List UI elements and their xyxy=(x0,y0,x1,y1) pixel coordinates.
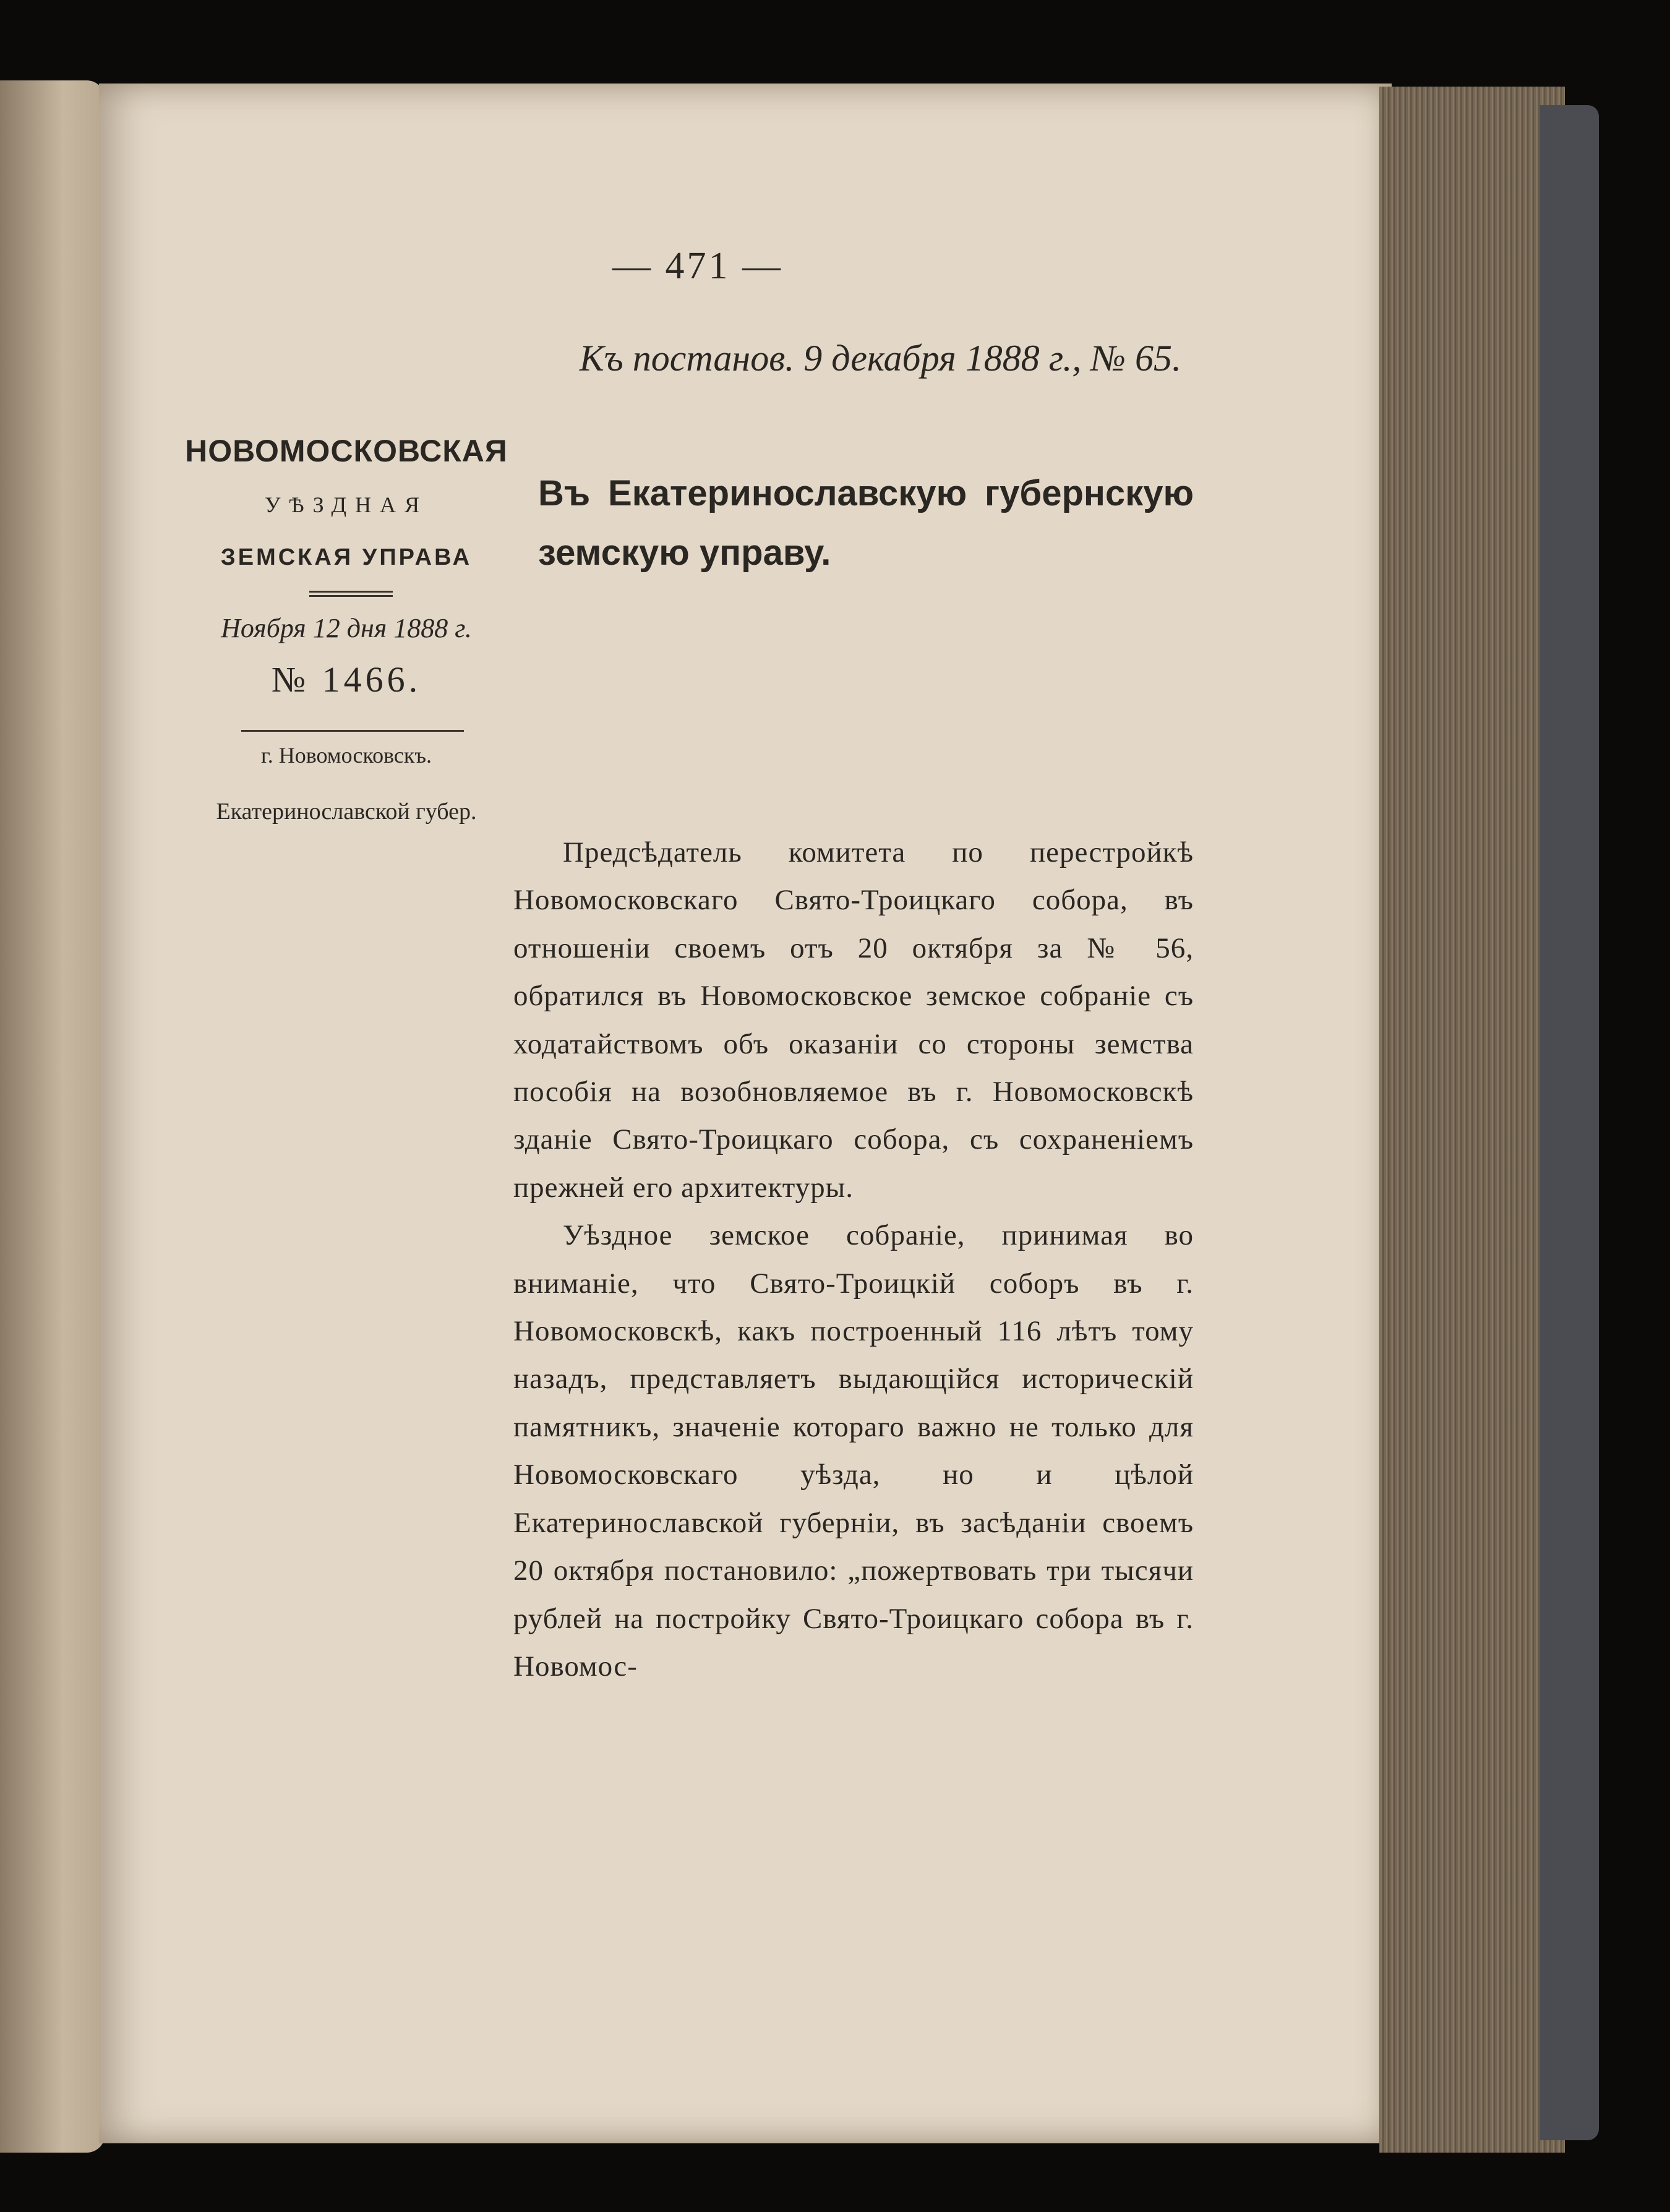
divider xyxy=(241,730,464,732)
letter-number: № 1466. xyxy=(271,659,422,700)
letter-date: Ноября 12 дня 1888 г. xyxy=(221,613,472,643)
sender-org-type: УѢЗДНАЯ xyxy=(264,492,429,517)
resolution-reference: Къ постанов. 9 декабря 1888 г., № 65. xyxy=(579,338,1181,379)
letter-body xyxy=(513,829,1194,1691)
sender-province: Екатеринославской губер. xyxy=(216,799,477,825)
book-cover xyxy=(1540,105,1599,2140)
sender-org-name: НОВОМОСКОВСКАЯ xyxy=(185,434,508,468)
page-block-edges xyxy=(1379,87,1565,2153)
sender-city: г. Новомосковскъ. xyxy=(261,743,432,768)
body-paragraph: Уѣздное земское собраніе, принимая во вниманіе, что Свято-Троицкій соборъ въ г. Новомосковскѣ, какъ построенный 116 лѣтъ тому назадъ, представляетъ выдающійся историческій памятникъ, значеніе котораго важно не только для Новомосковскаго уѣзда, но и цѣлой Екатеринославской губерніи, въ засѣданіи своемъ 20 октября постановило: „пожертвовать три тысячи рублей на постройку Свято-Троицкаго собора въ г. Новомос- xyxy=(513,1219,1194,1683)
divider xyxy=(309,591,393,593)
facing-page-edge xyxy=(0,80,105,2153)
addressee: Въ Екатеринославскую губернскую земскую управу. xyxy=(538,473,1194,573)
page-number: — 471 — xyxy=(612,245,783,287)
divider xyxy=(309,595,393,597)
body-paragraph: Предсѣдатель комитета по перестройкѣ Новомосковскаго Свято-Троицкаго собора, въ отношеніи своемъ отъ 20 октября за № 56, обратился въ Новомосковское земское собраніе съ ходатайствомъ объ оказаніи со стороны земства пособія на возобновляемое въ г. Новомосковскѣ зданіе Свято-Троицкаго собора, съ сохраненіемъ прежней его архитектуры. xyxy=(513,836,1194,1204)
sender-org-body: ЗЕМСКАЯ УПРАВА xyxy=(220,544,473,570)
